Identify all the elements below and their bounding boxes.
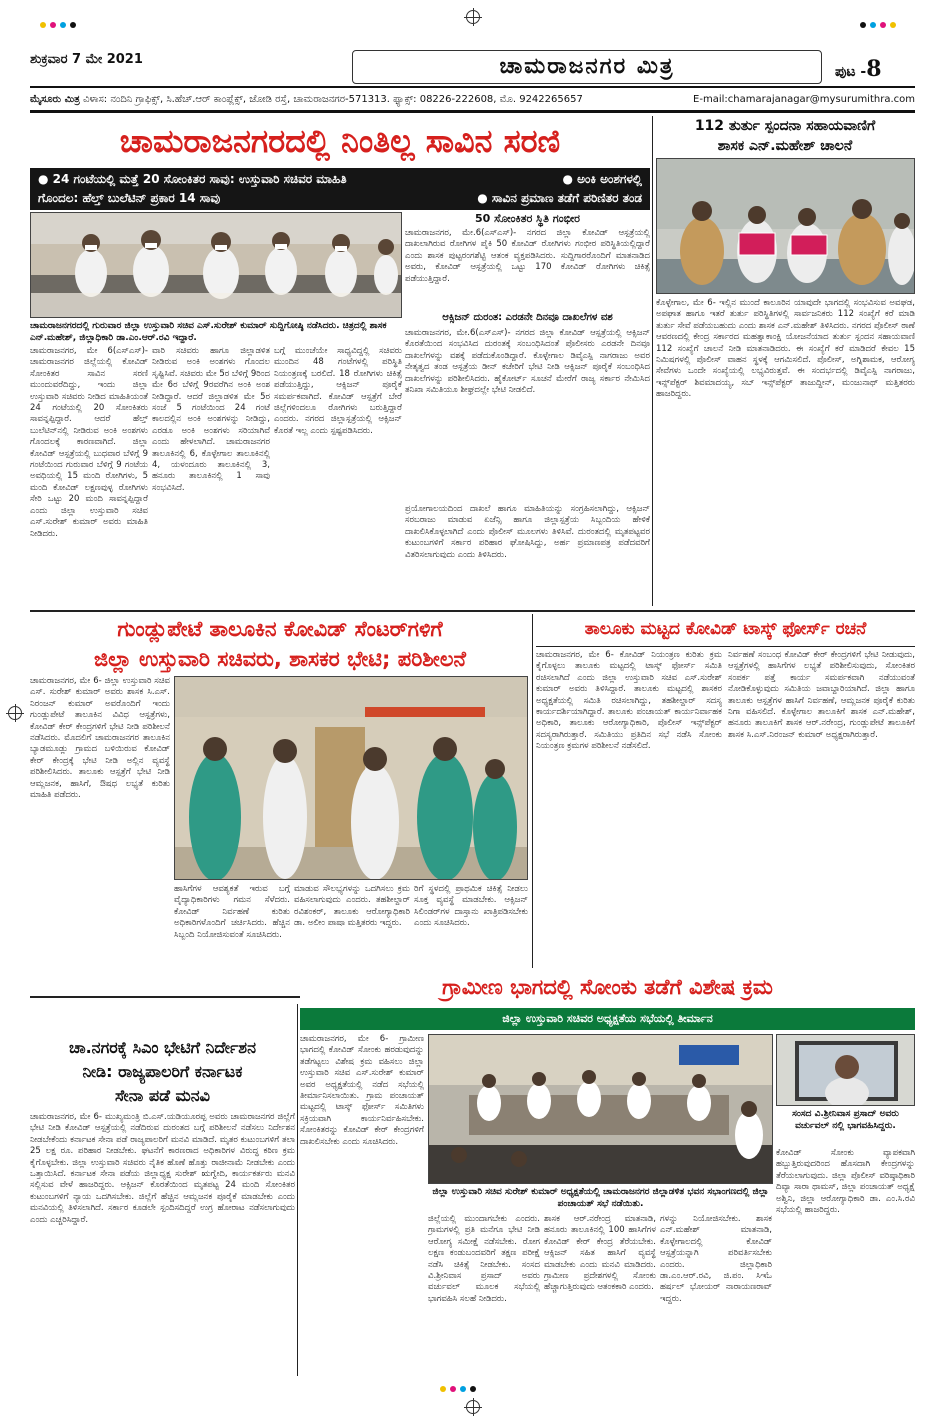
story4-text-column: ಕೋವಿಡ್ ಸೋಂಕು ವ್ಯಾಪಕವಾಗಿ ಹಬ್ಬುತ್ತಿರುವುದರಿಂದ ಹೊಸದಾಗಿ ಕೇಂದ್ರಗಳನ್ನು ತೆರೆಯಲಾಗುವುದು. ಜಿಲ್ಲಾ ಪೊಲೀಸ್ ವರಿಷ್ಠಾಧಿಕಾರಿ ದಿವ್ಯಾ ಸಾರಾ ಥಾಮಸ್, ಜಿಲ್ಲಾ ಪಂಚಾಯತ್ ಅಧ್ಯಕ್ಷೆ ಅಶ್ವಿನಿ, ಜಿಲ್ಲಾ ಆರೋಗ್ಯಾಧಿಕಾರಿ ಡಾ. ಎಂ.ಸಿ.ರವಿ ಸಭೆಯಲ್ಲಿ ಹಾಜರಿದ್ದರು. [776, 1148, 915, 1216]
page-label: ಪುಟ - [835, 64, 867, 80]
story5-headline-line3: ಸೇನಾ ಪಡೆ ಮನವಿ [115, 1086, 210, 1105]
page-number [835, 56, 882, 82]
color-bar [440, 1386, 476, 1392]
story4-text-column: ಶಾಸಕ ಆರ್.ನರೇಂದ್ರ ಮಾತನಾಡಿ, ಹನೂರು ತಾಲೂಕಿನಲ್ಲಿ 100 ಹಾಸಿಗೆಗಳ ಕೋವಿಡ್ ಕೇರ್ ಕೇಂದ್ರ ತೆರೆಯಬೇಕು. ಆಕ್ಸಿಜನ್ ಸಹಿತ ಹಾಸಿಗೆ ವ್ಯವಸ್ಥೆ ಮಾಡಬೇಕು ಎಂದು ಮನವಿ ಮಾಡಿದರು. ಗ್ರಾಮೀಣ ಪ್ರದೇಶಗಳಲ್ಲಿ ಸೋಂಕು ಹೆಚ್ಚಾಗುತ್ತಿರುವುದು ಆತಂಕಕಾರಿ ಎಂದರು. [544, 1214, 656, 1293]
lead-text-column: ಬಗ್ಗೆ ಮುಂಚೆಯೇ ಸಾಧ್ಯವಿದ್ದಲ್ಲಿ ಸಚಿವರು ಮುಂದಿನ 48 ಗಂಟೆಗಳಲ್ಲಿ ಪರಿಸ್ಥಿತಿ ನಿಯಂತ್ರಣಕ್ಕೆ ಬರಲಿದೆ. 18 ರೋಗಿಗಳು ಚಿಕಿತ್ಸೆ ಪಡೆಯುತ್ತಿದ್ದು, ಆಕ್ಸಿಜನ್ ಪೂರೈಕೆ ಸಮರ್ಪಕವಾಗಿದೆ. ಕೋವಿಡ್ ಆಸ್ಪತ್ರೆಗೆ ಬೇರೆ ಜಿಲ್ಲೆಗಳಿಂದಲೂ ರೋಗಿಗಳು ಬರುತ್ತಿದ್ದಾರೆ ಎಂದರು. ನಗರದ ಜಿಲ್ಲಾಸ್ಪತ್ರೆಯಲ್ಲಿ ಆಕ್ಸಿಜನ್ ಕೊರತೆ ಇಲ್ಲ ಎಂದು ಸ್ಪಷ್ಟಪಡಿಸಿದರು. [274, 346, 402, 436]
highlight-item: ● ಅಂಕಿ ಅಂಶಗಳಲ್ಲಿ [562, 172, 642, 186]
story3-headline: ತಾಲೂಕು ಮಟ್ಟದ ಕೋವಿಡ್ ಟಾಸ್ಕ್ ಫೋರ್ಸ್ ರಚನೆ [584, 619, 867, 639]
mp-video-photo-art [777, 1035, 915, 1106]
story3-text-column: ಚಾಮರಾಜನಗರ, ಮೇ 6- ಕೋವಿಡ್ ನಿಯಂತ್ರಣ ಕುರಿತು ಕ್ರಮ ಕೈಗೊಳ್ಳಲು ತಾಲೂಕು ಮಟ್ಟದಲ್ಲಿ ಟಾಸ್ಕ್ ಫೋರ್ಸ್ ಸಮಿತಿ ರಚಿಸಲಾಗಿದೆ ಎಂದು ಜಿಲ್ಲಾ ಉಸ್ತುವಾರಿ ಸಚಿವ ಎಸ್.ಸುರೇಶ್ ಕುಮಾರ್ ಅವರು ತಿಳಿಸಿದ್ದಾರೆ. ತಾಲೂಕು ಮಟ್ಟದಲ್ಲಿ ಶಾಸಕರ ಅಧ್ಯಕ್ಷತೆಯಲ್ಲಿ ಸಮಿತಿ ರಚಿಸಲಾಗಿದ್ದು, ತಹಶೀಲ್ದಾರ್ ಸದಸ್ಯ ಕಾರ್ಯದರ್ಶಿಯಾಗಿದ್ದಾರೆ. ತಾಲೂಕು ಪಂಚಾಯತ್ ಕಾರ್ಯನಿರ್ವಾಹಕ ಅಧಿಕಾರಿ, ತಾಲೂಕು ಆರೋಗ್ಯಾಧಿಕಾರಿ, ಪೊಲೀಸ್ ಇನ್ಸ್‌ಪೆಕ್ಟರ್ ಸದಸ್ಯರಾಗಿರುತ್ತಾರೆ. ಸಮಿತಿಯು ಪ್ರತಿದಿನ ಸಭೆ ನಡೆಸಿ ಸೋಂಕು ನಿಯಂತ್ರಣ ಕ್ರಮಗಳ ಪರಿಶೀಲನೆ ನಡೆಸಲಿದೆ. [536, 650, 722, 752]
press-meet-photo [30, 212, 402, 318]
registration-mark [466, 1400, 480, 1414]
mp-video-photo [776, 1034, 915, 1106]
helpline-launch-photo [656, 158, 915, 294]
mp-video-caption: ಸಂಸದ ವಿ.ಶ್ರೀನಿವಾಸ ಪ್ರಸಾದ್ ಅವರು ವರ್ಚುವಲ್ ನಲ್ಲಿ ಭಾಗವಹಿಸಿದ್ದರು. [792, 1109, 899, 1131]
meeting-photo [428, 1034, 773, 1184]
registration-mark [466, 10, 480, 24]
helpline-launch-photo-art [657, 159, 915, 294]
lead-text-column: ಚಾಮರಾಜನಗರ, ಮೇ 6(ಎಸ್‌ಎಸ್)- ಚಾಮರಾಜನಗರ ಜಿಲ್ಲೆಯಲ್ಲಿ ಕೋವಿಡ್ ಸೋಂಕಿತರ ಸಾವಿನ ಸರಣಿ ಮುಂದುವರೆದಿದ್ದು, ಇಂದು ಜಿಲ್ಲಾ ಉಸ್ತುವಾರಿ ಸಚಿವರು ನೀಡಿದ ಮಾಹಿತಿಯಂತೆ 24 ಗಂಟೆಯಲ್ಲಿ 20 ಸೋಂಕಿತರು ಸಾವನ್ನಪ್ಪಿದ್ದಾರೆ. ಆದರೆ ಹೆಲ್ತ್ ಬುಲೆಟಿನ್‌ನಲ್ಲಿ ನೀಡಿರುವ ಅಂಕಿ ಅಂಶಗಳು ಗೊಂದಲಕ್ಕೆ ಕಾರಣವಾಗಿದೆ. ಜಿಲ್ಲಾ ಕೋವಿಡ್ ಆಸ್ಪತ್ರೆಯಲ್ಲಿ ಬುಧವಾರ ಬೆಳಿಗ್ಗೆ 9 ಗಂಟೆಯಿಂದ ಗುರುವಾರ ಬೆಳಿಗ್ಗೆ 9 ಗಂಟೆಯ ಅವಧಿಯಲ್ಲಿ 15 ಮಂದಿ ರೋಗಿಗಳು, 5 ಮಂದಿ ಕೋವಿಡ್ ಲಕ್ಷಣವುಳ್ಳ ರೋಗಿಗಳು ಸೇರಿ ಒಟ್ಟು 20 ಮಂದಿ ಸಾವನ್ನಪ್ಪಿದ್ದಾರೆ ಎಂದು ಜಿಲ್ಲಾ ಉಸ್ತುವಾರಿ ಸಚಿವ ಎಸ್.ಸುರೇಶ್ ಕುಮಾರ್ ಅವರು ಮಾಹಿತಿ ನೀಡಿದರು. [30, 346, 148, 539]
story4-text-column: ಚಾಮರಾಜನಗರ, ಮೇ 6- ಗ್ರಾಮೀಣ ಭಾಗದಲ್ಲಿ ಕೋವಿಡ್ ಸೋಂಕು ಹರಡುವುದನ್ನು ತಡೆಗಟ್ಟಲು ವಿಶೇಷ ಕ್ರಮ ವಹಿಸಲು ಜಿಲ್ಲಾ ಉಸ್ತುವಾರಿ ಸಚಿವ ಎಸ್.ಸುರೇಶ್ ಕುಮಾರ್ ಅವರ ಅಧ್ಯಕ್ಷತೆಯಲ್ಲಿ ನಡೆದ ಸಭೆಯಲ್ಲಿ ತೀರ್ಮಾನಿಸಲಾಯಿತು. ಗ್ರಾಮ ಪಂಚಾಯತ್ ಮಟ್ಟದಲ್ಲಿ ಟಾಸ್ಕ್ ಫೋರ್ಸ್ ಸಮಿತಿಗಳು ಸಕ್ರಿಯವಾಗಿ ಕಾರ್ಯನಿರ್ವಹಿಸಬೇಕು. ಸೋಂಕಿತರನ್ನು ಕೋವಿಡ್ ಕೇರ್ ಕೇಂದ್ರಗಳಿಗೆ ದಾಖಲಿಸಬೇಕು ಎಂದು ಸೂಚಿಸಿದರು. [300, 1034, 424, 1147]
story2-text-column: ಹಾಸಿಗೆಗಳ ಆವಶ್ಯಕತೆ ಇರುವ ಬಗ್ಗೆ ವೈದ್ಯಾಧಿಕಾರಿಗಳು ಗಮನ ಸೆಳೆದರು. ಕೋವಿಡ್ ನಿರ್ವಹಣೆ ಕುರಿತು ಅಧಿಕಾರಿಗಳೊಂದಿಗೆ ಚರ್ಚಿಸಿದರು. ಹೆಚ್ಚಿನ ಸಿಬ್ಬಂದಿ ನಿಯೋಜಿಸುವಂತೆ ಸೂಚಿಸಿದರು. [174, 884, 290, 940]
press-meet-caption: ಚಾಮರಾಜನಗರದಲ್ಲಿ ಗುರುವಾರ ಜಿಲ್ಲಾ ಉಸ್ತುವಾರಿ ಸಚಿವ ಎಸ್.ಸುರೇಶ್ ಕುಮಾರ್ ಸುದ್ದಿಗೋಷ್ಠಿ ನಡೆಸಿದರು. ಚಿತ್ರದಲ್ಲಿ ಶಾಸಕ ಎನ್.ಮಹೇಶ್, ಜಿಲ್ಲಾಧಿಕಾರಿ ಡಾ.ಎಂ.ಆರ್.ರವಿ ಇದ್ದಾರೆ. [30, 321, 387, 343]
story5-headline-line2: ನೀಡಿ: ರಾಜ್ಯಪಾಲರಿಗೆ ಕರ್ನಾಟಕ [82, 1062, 243, 1081]
story5-text: ಚಾಮರಾಜನಗರ, ಮೇ 6- ಮುಖ್ಯಮಂತ್ರಿ ಬಿ.ಎಸ್.ಯಡಿಯೂರಪ್ಪ ಅವರು ಚಾಮರಾಜನಗರ ಜಿಲ್ಲೆಗೆ ಭೇಟಿ ನೀಡಿ ಕೋವಿಡ್ ಆಸ್ಪತ್ರೆಯಲ್ಲಿ ನಡೆದಿರುವ ದುರಂತದ ಬಗ್ಗೆ ಪರಿಶೀಲನೆ ನಡೆಸಲು ನಿರ್ದೇಶನ ನೀಡಬೇಕೆಂದು ಕರ್ನಾಟಕ ಸೇನಾ ಪಡೆ ರಾಜ್ಯಪಾಲರಿಗೆ ಮನವಿ ಮಾಡಿದೆ. ಮೃತರ ಕುಟುಂಬಗಳಿಗೆ ತಲಾ 25 ಲಕ್ಷ ರೂ. ಪರಿಹಾರ ನೀಡಬೇಕು. ಘಟನೆಗೆ ಕಾರಣರಾದ ಅಧಿಕಾರಿಗಳ ವಿರುದ್ಧ ಕಠಿಣ ಕ್ರಮ ಕೈಗೊಳ್ಳಬೇಕು. ಜಿಲ್ಲಾ ಉಸ್ತುವಾರಿ ಸಚಿವರು ನೈತಿಕ ಹೊಣೆ ಹೊತ್ತು ರಾಜೀನಾಮೆ ನೀಡಬೇಕು ಎಂದು ಒತ್ತಾಯಿಸಿದೆ. ಕರ್ನಾಟಕ ಸೇನಾ ಪಡೆಯ ಜಿಲ್ಲಾಧ್ಯಕ್ಷ ಸುರೇಶ್ ಋಗ್ವೇದಿ, ಕಾರ್ಯಕರ್ತರು ಮನವಿ ಸಲ್ಲಿಸುವ ವೇಳೆ ಹಾಜರಿದ್ದರು. ಆಕ್ಸಿಜನ್ ಕೊರತೆಯಿಂದ ಮೃತಪಟ್ಟ 24 ಮಂದಿ ಸೋಂಕಿತರ ಕುಟುಂಬಗಳಿಗೆ ನ್ಯಾಯ ಒದಗಿಸಬೇಕು. ಜಿಲ್ಲೆಗೆ ಹೆಚ್ಚಿನ ಆಮ್ಲಜನಕ ಪೂರೈಕೆ ಮಾಡಬೇಕು ಎಂದು ಮನವಿಯಲ್ಲಿ ತಿಳಿಸಲಾಗಿದೆ. ಸರ್ಕಾರ ಕೂಡಲೇ ಸ್ಪಂದಿಸದಿದ್ದರೆ ಉಗ್ರ ಹೋರಾಟ ನಡೆಸಲಾಗುವುದು ಎಂದು ಎಚ್ಚರಿಸಿದ್ದಾರೆ. [30, 1112, 295, 1225]
lead-subhead: 50 ಸೋಂಕಿತರ ಸ್ಥಿತಿ ಗಂಭೀರ [475, 212, 580, 225]
issue-date: ಶುಕ್ರವಾರ 7 ಮೇ 2021 [30, 52, 143, 67]
column-rule [532, 614, 533, 994]
meeting-photo-art [429, 1035, 773, 1184]
lead-highlights [30, 168, 650, 210]
publisher-name: ಮೈಸೂರು ಮಿತ್ರ [30, 94, 80, 105]
story2-text-column: ರಿಗೆ ಸ್ಥಳದಲ್ಲಿ ಪ್ರಾಥಮಿಕ ಚಿಕಿತ್ಸೆ ನೀಡಲು ಸೂಕ್ತ ವ್ಯವಸ್ಥೆ ಮಾಡಬೇಕು. ಆಕ್ಸಿಜನ್ ಸಿಲಿಂಡರ್‌ಗಳ ದಾಸ್ತಾನು ಖಾತ್ರಿಪಡಿಸಬೇಕು ಎಂದು ಸೂಚಿಸಿದರು. [414, 884, 528, 929]
sidebar-headline [655, 116, 915, 156]
color-bar [40, 22, 76, 28]
color-bar [860, 22, 896, 28]
lead-subhead: ಆಕ್ಸಿಜನ್ ದುರಂತ: ಎರಡನೇ ದಿನವೂ ದಾಖಲೆಗಳ ವಶ [442, 312, 613, 323]
lead-text-column: ಪ್ರಯೋಗಾಲಯದಿಂದ ದಾಖಲೆ ಹಾಗೂ ಮಾಹಿತಿಯನ್ನು ಸಂಗ್ರಹಿಸಲಾಗಿದ್ದು, ಆಕ್ಸಿಜನ್ ಸರಬರಾಜು ಮಾಡುವ ಏಜೆನ್ಸಿ ಹಾಗೂ ಜಿಲ್ಲಾಸ್ಪತ್ರೆಯ ಸಿಬ್ಬಂದಿಯ ಹೇಳಿಕೆ ದಾಖಲಿಸಿಕೊಳ್ಳಲಾಗಿದೆ ಎಂದು ಪೊಲೀಸ್ ಮೂಲಗಳು ತಿಳಿಸಿವೆ. ದುರಂತದಲ್ಲಿ ಮೃತಪಟ್ಟವರ ಕುಟುಂಬಗಳಿಗೆ ಸರ್ಕಾರ ಪರಿಹಾರ ಘೋಷಿಸಿದ್ದು, ಅರ್ಹ ಪ್ರಮಾಣಪತ್ರ ಪಡೆದವರಿಗೆ ವಿತರಿಸಲಾಗುವುದು ಎಂದು ತಿಳಿಸಿದರು. [405, 504, 650, 560]
address-strip [30, 90, 915, 110]
registration-mark [8, 706, 22, 720]
highlight-item: ಗೊಂದಲ: ಹೆಲ್ತ್ ಬುಲೆಟಿನ್ ಪ್ರಕಾರ 14 ಸಾವು [38, 191, 221, 205]
lead-text-block: ಚಾಮರಾಜನಗರ, ಮೇ.6(ಎಸ್‌ಎಸ್)- ನಗರದ ಜಿಲ್ಲಾ ಕೋವಿಡ್ ಆಸ್ಪತ್ರೆಯಲ್ಲಿ ದಾಖಲಾಗಿರುವ ರೋಗಿಗಳ ಪೈಕಿ 50 ಕೋವಿಡ್ ರೋಗಿಗಳು ಗಂಭೀರ ಪರಿಸ್ಥಿತಿಯಲ್ಲಿದ್ದಾರೆ ಎಂದು ಶಾಸಕ ಪುಟ್ಟರಂಗಶೆಟ್ಟಿ ಆತಂಕ ವ್ಯಕ್ತಪಡಿಸಿದರು. ಸುದ್ದಿಗಾರರೊಂದಿಗೆ ಮಾತನಾಡಿದ ಅವರು, ಕೋವಿಡ್ ಆಸ್ಪತ್ರೆಯಲ್ಲಿ ಒಟ್ಟು 170 ಕೋವಿಡ್ ರೋಗಿಗಳು ಚಿಕಿತ್ಸೆ ಪಡೆಯುತ್ತಿದ್ದಾರೆ. [405, 228, 650, 284]
page-number-value: 8 [866, 56, 882, 82]
masthead-rule [30, 86, 915, 88]
story3-text-column: ನಿರ್ವಹಣೆ ಸಂಬಂಧ ಕೋವಿಡ್ ಕೇರ್ ಕೇಂದ್ರಗಳಿಗೆ ಭೇಟಿ ನೀಡುವುದು, ಆಸ್ಪತ್ರೆಗಳಲ್ಲಿ ಹಾಸಿಗೆಗಳ ಲಭ್ಯತೆ ಪರಿಶೀಲಿಸುವುದು, ಸೋಂಕಿತರ ಸಂಪರ್ಕ ಪತ್ತೆ ಕಾರ್ಯ ಸಮರ್ಪಕವಾಗಿ ನಡೆಯುವಂತೆ ನೋಡಿಕೊಳ್ಳುವುದು ಸಮಿತಿಯ ಜವಾಬ್ದಾರಿಯಾಗಿದೆ. ಜಿಲ್ಲಾ ಹಾಗೂ ತಾಲೂಕು ಆಸ್ಪತ್ರೆಗಳ ಹಾಸಿಗೆ ನಿರ್ವಹಣೆ, ಆಮ್ಲಜನಕ ಪೂರೈಕೆ ಕುರಿತು ನಿಗಾ ವಹಿಸಲಿದೆ. ಕೊಳ್ಳೇಗಾಲ ತಾಲೂಕಿಗೆ ಶಾಸಕ ಎನ್.ಮಹೇಶ್, ಹನೂರು ತಾಲೂಕಿಗೆ ಶಾಸಕ ಆರ್.ನರೇಂದ್ರ, ಗುಂಡ್ಲುಪೇಟೆ ತಾಲೂಕಿಗೆ ಶಾಸಕ ಸಿ.ಎಸ್.ನಿರಂಜನ್ ಕುಮಾರ್ ಅಧ್ಯಕ್ಷರಾಗಿರುತ್ತಾರೆ. [728, 650, 915, 740]
publisher-address: ವಿಳಾಸ: ನಂದಿನಿ ಗ್ರಾಫಿಕ್ಸ್, ಸಿ.ಹೆಚ್.ಆರ್ ಕಾಂಪ್ಲೆಕ್ಸ್, ಜೋಡಿ ರಸ್ತೆ, ಚಾಮರಾಜನಗರ-571313. ಫ್ಯಾಕ್ಸ್: 08226-222608, ಮೊ. 9242265657 [83, 94, 583, 105]
masthead-rule [30, 110, 915, 113]
story2-text-column: ಮಾಡುವ ಸೌಲಭ್ಯಗಳನ್ನು ಒದಗಿಸಲು ಕ್ರಮ ವಹಿಸಲಾಗುವುದು ಎಂದರು. ತಹಶೀಲ್ದಾರ್ ರವಿಶಂಕರ್, ತಾಲೂಕು ಆರೋಗ್ಯಾಧಿಕಾರಿ ಡಾ. ಅಲೀಂ ಪಾಷಾ ಮತ್ತಿತರರು ಇದ್ದರು. [294, 884, 410, 929]
column-rule [652, 116, 653, 606]
icu-visit-photo-art [175, 677, 528, 880]
column-rule [297, 1004, 298, 1376]
story4-headline: ಗ್ರಾಮೀಣ ಭಾಗದಲ್ಲಿ ಸೋಂಕು ತಡೆಗೆ ವಿಶೇಷ ಕ್ರಮ [300, 968, 915, 1006]
highlight-item: ● ಸಾವಿನ ಪ್ರಮಾಣ ತಡೆಗೆ ಪರಿಣಿತರ ತಂಡ [477, 191, 642, 205]
sidebar-headline-line2: ಶಾಸಕ ಎನ್.ಮಹೇಶ್ ಚಾಲನೆ [717, 138, 853, 154]
story4-text-column: ಜಿಲ್ಲೆಯಲ್ಲಿ ಮುಂದಾಗಬೇಕು ಎಂದರು. ಗ್ರಾಮಗಳಲ್ಲಿ ಪ್ರತಿ ಮನೆಗೂ ಭೇಟಿ ನೀಡಿ ಆರೋಗ್ಯ ಸಮೀಕ್ಷೆ ನಡೆಸಬೇಕು. ರೋಗ ಲಕ್ಷಣ ಕಂಡುಬಂದವರಿಗೆ ತಕ್ಷಣ ಪರೀಕ್ಷೆ ನಡೆಸಿ ಚಿಕಿತ್ಸೆ ನೀಡಬೇಕು. ಸಂಸದ ವಿ.ಶ್ರೀನಿವಾಸ ಪ್ರಸಾದ್ ಅವರು ವರ್ಚುವಲ್ ಮೂಲಕ ಸಭೆಯಲ್ಲಿ ಭಾಗವಹಿಸಿ ಸಲಹೆ ನೀಡಿದರು. [428, 1214, 540, 1304]
lead-headline: ಚಾಮರಾಜನಗರದಲ್ಲಿ ನಿಂತಿಲ್ಲ ಸಾವಿನ ಸರಣಿ [119, 122, 561, 160]
story5-headline [30, 1036, 295, 1108]
icu-visit-photo [174, 676, 528, 880]
lead-text-block: ಚಾಮರಾಜನಗರ, ಮೇ.6(ಎಸ್‌ಎಸ್)- ನಗರದ ಜಿಲ್ಲಾ ಕೋವಿಡ್ ಆಸ್ಪತ್ರೆಯಲ್ಲಿ ಆಕ್ಸಿಜನ್ ಕೊರತೆಯಿಂದ ಸಂಭವಿಸಿದ ದುರಂತಕ್ಕೆ ಸಂಬಂಧಿಸಿದಂತೆ ಪೊಲೀಸರು ಎರಡನೇ ದಿನವೂ ದಾಖಲೆಗಳನ್ನು ವಶಕ್ಕೆ ಪಡೆದುಕೊಂಡಿದ್ದಾರೆ. ಕೊಳ್ಳೇಗಾಲ ಡಿವೈಎಸ್ಪಿ ನಾಗರಾಜು ಅವರ ನೇತೃತ್ವದ ತಂಡ ಆಸ್ಪತ್ರೆಯ ಡೀನ್ ಕಚೇರಿಗೆ ಭೇಟಿ ನೀಡಿ ಆಕ್ಸಿಜನ್ ಪೂರೈಕೆ ಸಂಬಂಧಿಸಿದ ದಾಖಲೆಗಳನ್ನು ಪರಿಶೀಲಿಸಿದರು. ಹೈಕೋರ್ಟ್ ಸೂಚನೆ ಮೇರೆಗೆ ರಾಜ್ಯ ಸರ್ಕಾರ ನೇಮಿಸಿದ ತನಿಖಾ ಸಮಿತಿಯೂ ಶೀಘ್ರದಲ್ಲೇ ಭೇಟಿ ನೀಡಲಿದೆ. [405, 328, 650, 396]
sidebar-text: ಕೊಳ್ಳೇಗಾಲ, ಮೇ 6- ಇಲ್ಲಿನ ಮುಂದೆ ಕಾಲೂರಿನ ಯಾವುದೇ ಭಾಗದಲ್ಲಿ ಸಂಭವಿಸುವ ಅವಘಡ, ಅಪಘಾತ ಹಾಗೂ ಇತರೆ ತುರ್ತು ಪರಿಸ್ಥಿತಿಗಳಲ್ಲಿ ಸಾರ್ವಜನಿಕರು 112 ಸಂಖ್ಯೆಗೆ ಕರೆ ಮಾಡಿ ತುರ್ತು ಸೇವೆ ಪಡೆಯಬಹುದು ಎಂದು ಶಾಸಕ ಎನ್.ಮಹೇಶ್ ತಿಳಿಸಿದರು. ನಗರದ ಪೊಲೀಸ್ ಠಾಣೆ ಆವರಣದಲ್ಲಿ ಕೇಂದ್ರ ಸರ್ಕಾರದ ಮಹತ್ವಾಕಾಂಕ್ಷಿ ಯೋಜನೆಯಾದ ತುರ್ತು ಸ್ಪಂದನ ಸಹಾಯವಾಣಿ 112 ಸಂಖ್ಯೆಗೆ ಚಾಲನೆ ನೀಡಿ ಮಾತನಾಡಿದರು. ಈ ಸಂಖ್ಯೆಗೆ ಕರೆ ಮಾಡಿದರೆ ಕೇವಲ 15 ನಿಮಿಷಗಳಲ್ಲಿ ಪೊಲೀಸ್ ವಾಹನ ಸ್ಥಳಕ್ಕೆ ಆಗಮಿಸಲಿದೆ. ಪೊಲೀಸ್, ಅಗ್ನಿಶಾಮಕ, ಆರೋಗ್ಯ ಸೇವೆಗಳು ಒಂದೇ ಸಂಖ್ಯೆಯಲ್ಲಿ ಲಭ್ಯವಿರುತ್ತವೆ. ಈ ಸಂದರ್ಭದಲ್ಲಿ ಡಿವೈಎಸ್ಪಿ ನಾಗರಾಜು, ಇನ್ಸ್‌ಪೆಕ್ಟರ್ ಶಿವಮಾದಯ್ಯ, ಸಬ್ ಇನ್ಸ್‌ಪೆಕ್ಟರ್ ತಾಜುದ್ದೀನ್, ಮಂಜುನಾಥ್ ಮತ್ತಿತರರು ಹಾಜರಿದ್ದರು. [656, 298, 915, 400]
meeting-photo-caption: ಜಿಲ್ಲಾ ಉಸ್ತುವಾರಿ ಸಚಿವ ಸುರೇಶ್ ಕುಮಾರ್ ಅಧ್ಯಕ್ಷತೆಯಲ್ಲಿ ಚಾಮರಾಜನಗರ ಜಿಲ್ಲಾಡಳಿತ ಭವನ ಸಭಾಂಗಣದಲ್ಲಿ ಜಿಲ್ಲಾ ಪಂಚಾಯತ್ ಸಭೆ ನಡೆಯಿತು. [432, 1187, 769, 1209]
story4-subhead: ಜಿಲ್ಲಾ ಉಸ್ತುವಾರಿ ಸಚಿವರ ಅಧ್ಯಕ್ಷತೆಯ ಸಭೆಯಲ್ಲಿ ತೀರ್ಮಾನ [300, 1008, 915, 1030]
story2-text-column: ಚಾಮರಾಜನಗರ, ಮೇ 6- ಜಿಲ್ಲಾ ಉಸ್ತುವಾರಿ ಸಚಿವ ಎಸ್. ಸುರೇಶ್ ಕುಮಾರ್ ಅವರು ಶಾಸಕ ಸಿ.ಎಸ್. ನಿರಂಜನ್ ಕುಮಾರ್ ಅವರೊಂದಿಗೆ ಇಂದು ಗುಂಡ್ಲುಪೇಟೆ ತಾಲೂಕಿನ ವಿವಿಧ ಆಸ್ಪತ್ರೆಗಳು, ಕೋವಿಡ್ ಕೇರ್ ಕೇಂದ್ರಗಳಿಗೆ ಭೇಟಿ ನೀಡಿ ಪರಿಶೀಲನೆ ನಡೆಸಿದರು. ಮೊದಲಿಗೆ ಚಾಮರಾಜನಗರ ತಾಲೂಕಿನ ಬ್ಯಾಡಮೂಡ್ಲು ಗ್ರಾಮದ ಬಳಿಯಿರುವ ಕೋವಿಡ್ ಕೇರ್ ಕೇಂದ್ರಕ್ಕೆ ಭೇಟಿ ನೀಡಿ ಅಲ್ಲಿನ ವ್ಯವಸ್ಥೆ ಪರಿಶೀಲಿಸಿದರು. ತಾಲೂಕು ಆಸ್ಪತ್ರೆಗೆ ಭೇಟಿ ನೀಡಿ ಆಮ್ಲಜನಕ, ಹಾಸಿಗೆ, ಔಷಧ ಲಭ್ಯತೆ ಕುರಿತು ಮಾಹಿತಿ ಪಡೆದರು. [30, 676, 170, 801]
highlight-item: ● 24 ಗಂಟೆಯಲ್ಲಿ ಮತ್ತೆ 20 ಸೋಂಕಿತರ ಸಾವು: ಉಸ್ತುವಾರಿ ಸಚಿವರ ಮಾಹಿತಿ [38, 172, 347, 186]
story5-headline-line1: ಚಾ.ನಗರಕ್ಕೆ ಸಿಎಂ ಭೇಟಿಗೆ ನಿರ್ದೇಶನ [69, 1038, 256, 1057]
lead-text-column: ವಾರಿ ಸಚಿವರು ಹಾಗೂ ಜಿಲ್ಲಾಡಳಿತ ನೀಡಿರುವ ಅಂಕಿ ಅಂಶಗಳು ಗೊಂದಲ ಸೃಷ್ಟಿಸಿವೆ. ಸಚಿವರು ಮೇ 5ರ ಬೆಳಿಗ್ಗೆ 9ರಿಂದ ಮೇ 6ರ ಬೆಳಿಗ್ಗೆ 9ರವರೆಗಿನ ಅಂಕಿ ಅಂಶ ನೀಡಿದ್ದಾರೆ. ಆದರೆ ಜಿಲ್ಲಾಡಳಿತ ಮೇ 5ರ ಸಂಜೆ 5 ಗಂಟೆಯಿಂದ 24 ಗಂಟೆ ಕಾಲದಲ್ಲಿನ ಅಂಕಿ ಅಂಶಗಳನ್ನು ನೀಡಿದ್ದು, ಎರಡೂ ಅಂಕಿ ಅಂಶಗಳು ಸರಿಯಾಗಿವೆ ಎಂದು ಹೇಳಲಾಗಿದೆ. ಚಾಮರಾಜನಗರ ತಾಲೂಕಿನಲ್ಲಿ 6, ಕೊಳ್ಳೇಗಾಲ ತಾಲೂಕಿನಲ್ಲಿ 4, ಯಳಂದೂರು ತಾಲೂಕಿನಲ್ಲಿ 3, ಹನೂರು ತಾಲೂಕಿನಲ್ಲಿ 1 ಸಾವು ಸಂಭವಿಸಿದೆ. [152, 346, 270, 493]
press-meet-photo-art [31, 213, 402, 318]
section-rule [30, 610, 915, 612]
story2-headline-line1: ಗುಂಡ್ಲುಪೇಟೆ ತಾಲೂಕಿನ ಕೋವಿಡ್ ಸೆಂಟರ್‌ಗಳಿಗೆ [117, 617, 443, 641]
newspaper-name: ಚಾಮರಾಜನಗರ ಮಿತ್ರ [352, 50, 822, 84]
publisher-email: E-mail:chamarajanagar@mysurumithra.com [693, 94, 915, 105]
sidebar-headline-line1: 112 ತುರ್ತು ಸ್ಪಂದನಾ ಸಹಾಯವಾಣಿಗೆ [694, 118, 876, 134]
headline-rule [536, 646, 915, 647]
story4-text-column: ಗಳನ್ನು ನಿಯೋಜಿಸಬೇಕು. ಶಾಸಕ ಎನ್.ಮಹೇಶ್ ಮಾತನಾಡಿ, ಕೊಳ್ಳೇಗಾಲದಲ್ಲಿ ಕೋವಿಡ್ ಆಸ್ಪತ್ರೆಯನ್ನಾಗಿ ಪರಿವರ್ತಿಸಬೇಕು ಎಂದರು. ಜಿಲ್ಲಾಧಿಕಾರಿ ಡಾ.ಎಂ.ಆರ್.ರವಿ, ಜಿ.ಪಂ. ಸಿಇಓ ಹರ್ಷಲ್ ಭೋಯರ್ ನಾರಾಯಣರಾವ್ ಇದ್ದರು. [660, 1214, 772, 1304]
story2-headline-line2: ಜಿಲ್ಲಾ ಉಸ್ತುವಾರಿ ಸಚಿವರು, ಶಾಸಕರ ಭೇಟಿ; ಪರಿಶೀಲನೆ [94, 647, 466, 671]
